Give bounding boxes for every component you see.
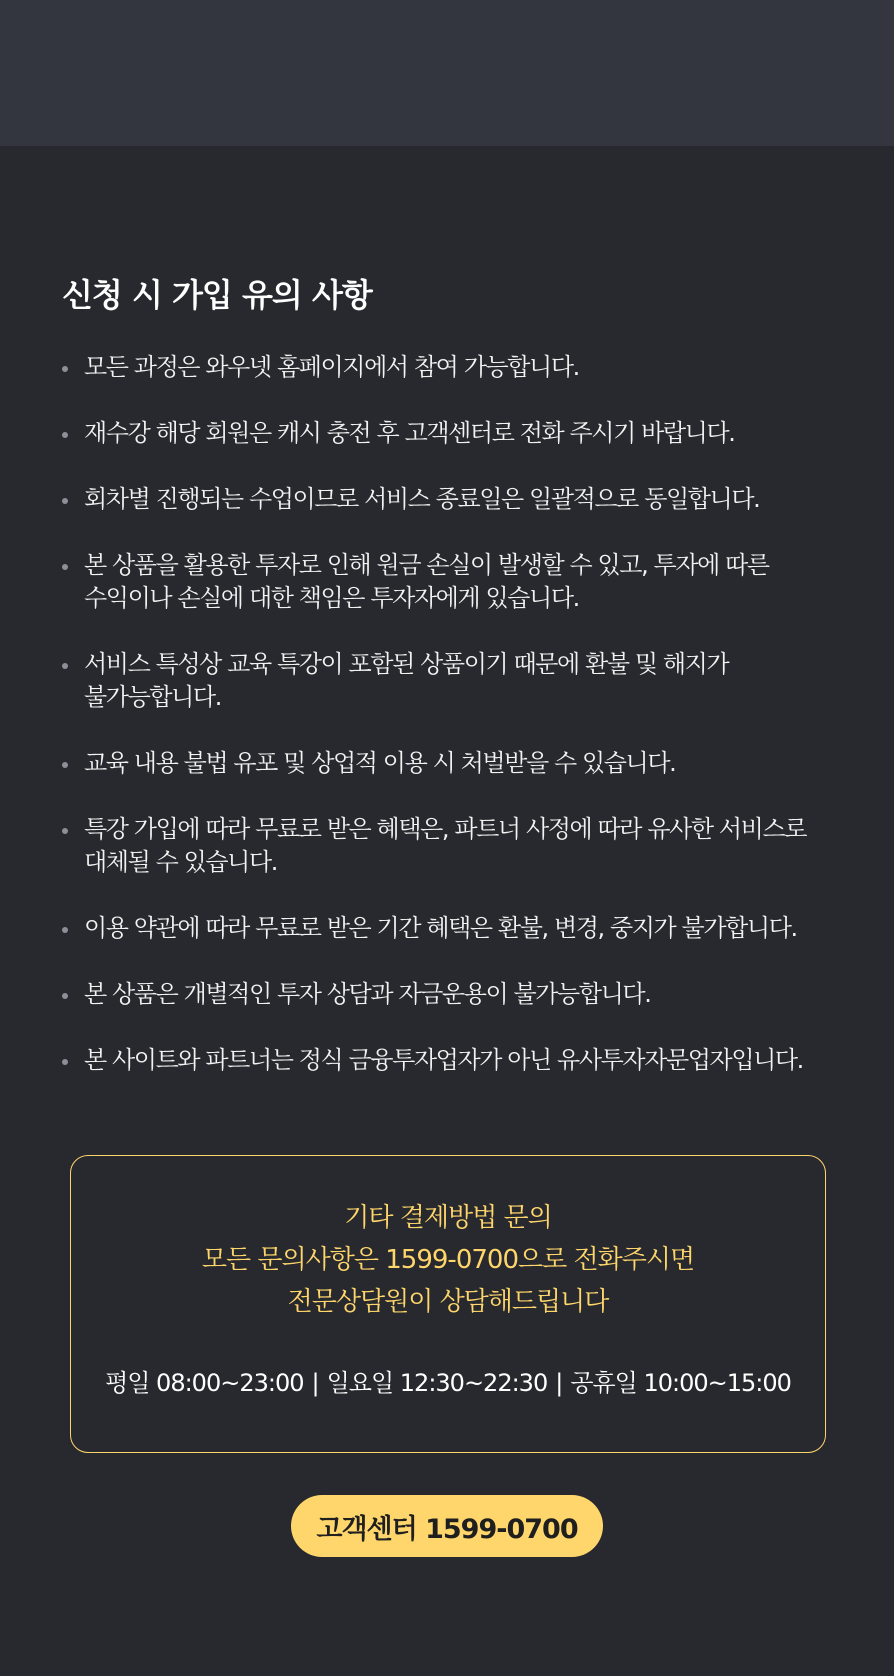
list-item — [62, 912, 852, 945]
bullet-icon — [62, 828, 68, 834]
bullet-icon — [62, 432, 68, 438]
bullet-icon — [62, 366, 68, 372]
inquiry-box — [70, 1155, 826, 1453]
notice-text: 재수강 해당 회원은 캐시 충전 후 고객센터로 전화 주시기 바랍니다. — [84, 419, 735, 447]
notice-text: 본 사이트와 파트너는 정식 금융투자업자가 아닌 유사투자자문업자입니다. — [84, 1046, 803, 1074]
inquiry-heading: 기타 결제방법 문의 — [344, 1203, 552, 1233]
customer-center-button[interactable]: 고객센터 1599-0700 — [291, 1495, 603, 1557]
list-item — [62, 1044, 852, 1077]
list-item — [62, 747, 852, 780]
list-item — [62, 483, 852, 516]
list-item — [62, 549, 852, 615]
holiday-hours: 공휴일 10:00~15:00 — [570, 1369, 791, 1397]
notice-text: 교육 내용 불법 유포 및 상업적 이용 시 처벌받을 수 있습니다. — [84, 749, 676, 777]
weekday-hours: 평일 08:00~23:00 — [105, 1369, 304, 1397]
bullet-icon — [62, 498, 68, 504]
hours-separator: | — [311, 1369, 319, 1397]
list-item — [62, 813, 852, 879]
bullet-icon — [62, 564, 68, 570]
notice-text: 본 상품은 개별적인 투자 상담과 자금운용이 불가능합니다. — [84, 980, 651, 1008]
notice-text: 모든 과정은 와우넷 홈페이지에서 참여 가능합니다. — [84, 353, 579, 381]
notice-text: 이용 약관에 따라 무료로 받은 기간 혜택은 환불, 변경, 중지가 불가합니다. — [84, 914, 797, 942]
list-item — [62, 351, 852, 384]
inquiry-message — [71, 1197, 825, 1323]
notice-list — [62, 351, 852, 1110]
list-item — [62, 417, 852, 450]
bullet-icon — [62, 1059, 68, 1065]
notice-section — [0, 146, 894, 1676]
business-hours — [71, 1367, 825, 1399]
bullet-icon — [62, 762, 68, 768]
top-banner-area — [0, 0, 894, 146]
notice-title: 신청 시 가입 유의 사항 — [62, 276, 372, 314]
notice-text: 본 상품을 활용한 투자로 인해 원금 손실이 발생할 수 있고, 투자에 따른 수익이나 손실에 대한 책임은 투자자에게 있습니다. — [84, 551, 769, 612]
bullet-icon — [62, 927, 68, 933]
notice-text: 회차별 진행되는 수업이므로 서비스 종료일은 일괄적으로 동일합니다. — [84, 485, 760, 513]
inquiry-consult-text: 전문상담원이 상담해드립니다 — [287, 1287, 609, 1317]
sunday-hours: 일요일 12:30~22:30 — [326, 1369, 548, 1397]
inquiry-phone-text: 모든 문의사항은 1599-0700으로 전화주시면 — [201, 1245, 695, 1275]
bullet-icon — [62, 663, 68, 669]
hours-separator: | — [555, 1369, 563, 1397]
notice-text: 서비스 특성상 교육 특강이 포함된 상품이기 때문에 환불 및 해지가 불가능합니다. — [84, 650, 729, 711]
list-item — [62, 978, 852, 1011]
list-item — [62, 648, 852, 714]
bullet-icon — [62, 993, 68, 999]
notice-text: 특강 가입에 따라 무료로 받은 혜택은, 파트너 사정에 따라 유사한 서비스로 대체될 수 있습니다. — [84, 815, 807, 876]
